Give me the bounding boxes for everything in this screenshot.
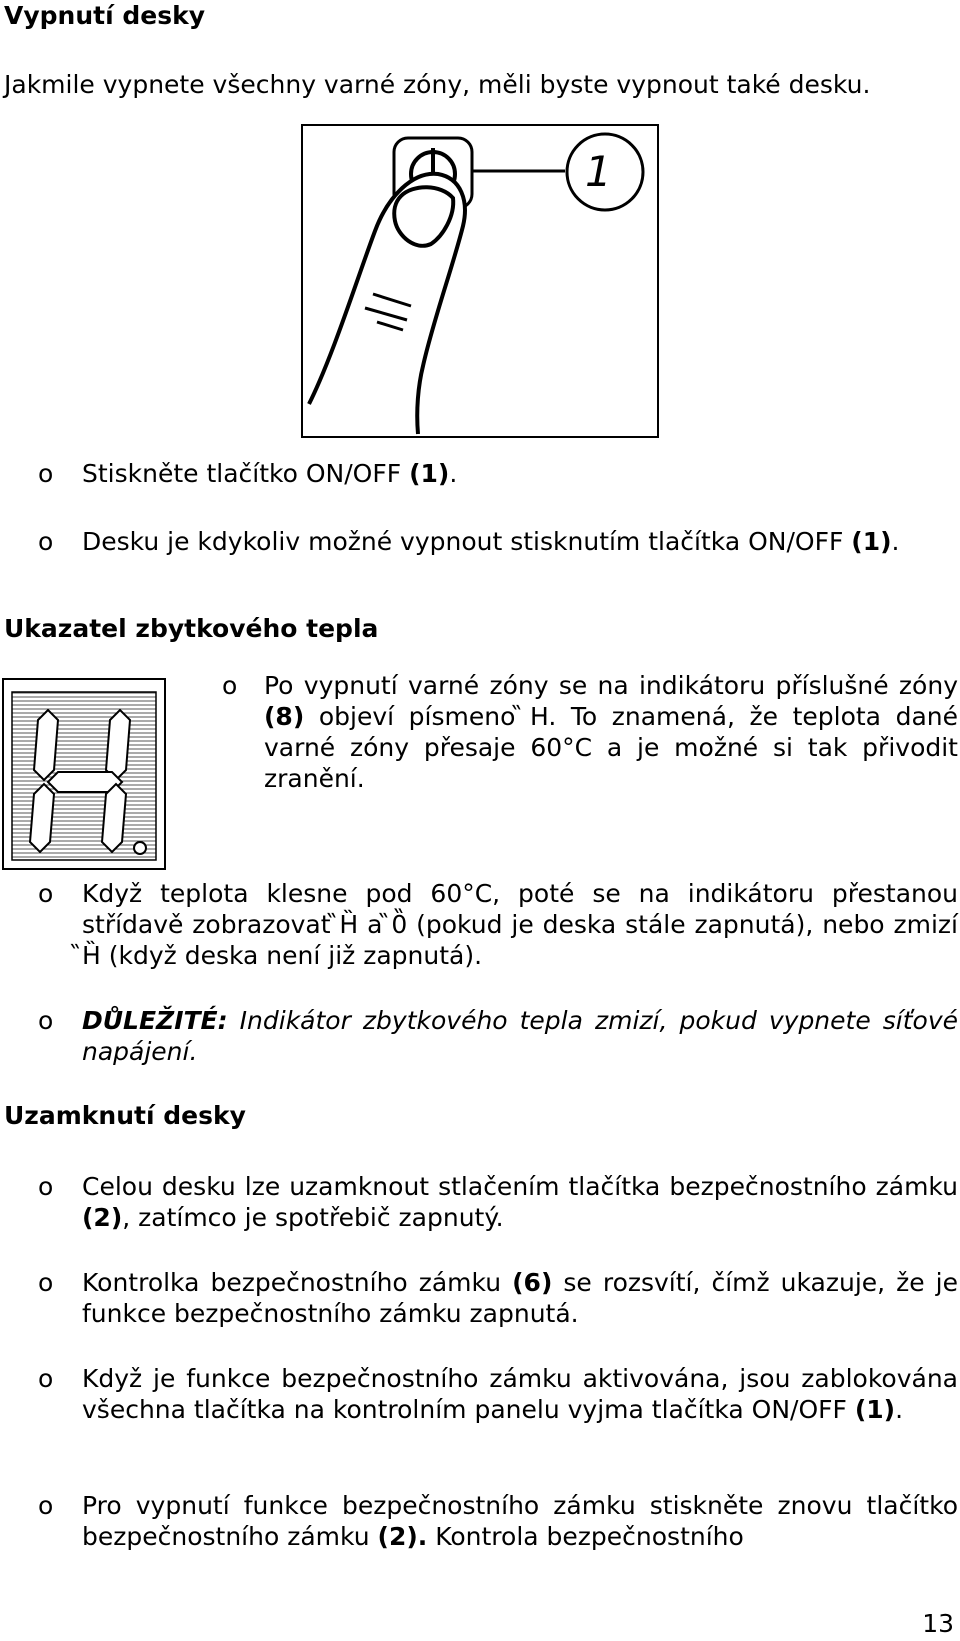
list-item-text: Když je funkce bezpečnostního zámku aktivována, jsou zablokována všechna tlačítka na kontrolním panelu vyjma tlačítka ON/OFF (1). bbox=[82, 1364, 958, 1424]
bullet-marker: o bbox=[38, 1268, 54, 1297]
bullet-marker: o bbox=[222, 671, 238, 700]
seven-segment-h-icon bbox=[4, 680, 164, 868]
callout-label: 1 bbox=[585, 147, 612, 196]
list-item-text: Stiskněte tlačítko ON/OFF (1). bbox=[82, 459, 458, 488]
list-item-text: Celou desku lze uzamknout stlačením tlačítka bezpečnostního zámku (2), zatímco je spotřebič zapnutý. bbox=[82, 1172, 958, 1232]
bullet-marker: o bbox=[38, 879, 54, 908]
list-item-text: Po vypnutí varné zóny se na indikátoru příslušné zóny (8) objeví písmeno ̏H. To znamená, že teplota dané varné zóny přesaje 60°C a je možné si tak přivodit zranění. bbox=[264, 671, 958, 793]
list-item-text: Desku je kdykoliv možné vypnout stisknutím tlačítka ON/OFF (1). bbox=[82, 527, 900, 556]
intro-paragraph: Jakmile vypnete všechny varné zóny, měli byste vypnout také desku. bbox=[4, 70, 871, 99]
bullet-marker: o bbox=[38, 527, 54, 556]
list-item-text: Kontrolka bezpečnostního zámku (6) se rozsvítí, čímž ukazuje, že je funkce bezpečnostního zámku zapnutá. bbox=[82, 1268, 958, 1328]
list-item-text: Pro vypnutí funkce bezpečnostního zámku stiskněte znovu tlačítko bezpečnostního zámku (2). Kontrola bezpečnostního bbox=[82, 1491, 958, 1551]
important-note: DŮLEŽITÉ: Indikátor zbytkového tepla zmizí, pokud vypnete síťové napájení. bbox=[82, 1006, 958, 1066]
on-off-button-illustration bbox=[301, 124, 659, 438]
bullet-marker: o bbox=[38, 1006, 54, 1035]
section-heading-uzamknuti: Uzamknutí desky bbox=[4, 1101, 246, 1130]
bullet-marker: o bbox=[38, 459, 54, 488]
bullet-marker: o bbox=[38, 1172, 54, 1201]
section-heading-ukazatel: Ukazatel zbytkového tepla bbox=[4, 614, 379, 643]
bullet-marker: o bbox=[38, 1491, 54, 1520]
page-number: 13 bbox=[922, 1609, 954, 1638]
list-item-text: Když teplota klesne pod 60°C, poté se na indikátoru přestanou střídavě zobrazovat ̏H̏ a ̏0̏ (pokud je deska stále zapnutá), nebo zmizí ̏H̏ (když deska není již zapnutá). bbox=[82, 879, 958, 970]
residual-heat-display-illustration bbox=[2, 678, 166, 870]
section-heading-vypnuti: Vypnutí desky bbox=[4, 1, 206, 30]
bullet-marker: o bbox=[38, 1364, 54, 1393]
